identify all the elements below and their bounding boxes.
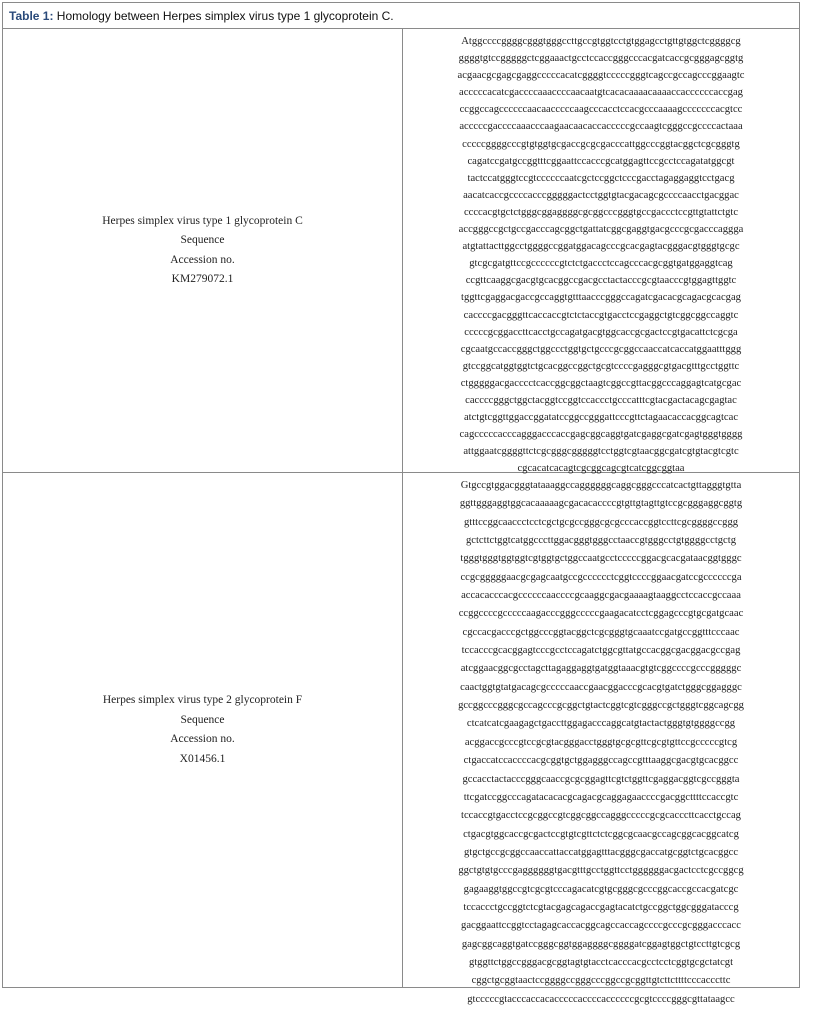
sequence-line: cagcccccacccagggacccaccgagcggcaggtgatcgaggcgatcgagtgggtgggg bbox=[459, 429, 743, 441]
accession-number: X01456.1 bbox=[179, 752, 226, 765]
organism-title: Herpes simplex virus type 1 glycoprotein C bbox=[102, 214, 303, 227]
sequence-cell bbox=[403, 29, 799, 475]
sequence-line: Atggccccggggcgggtgggccttgccgtggtcctgtggagcctgttgtggctcggggcg bbox=[461, 36, 741, 47]
sequence-line: ccgttcaaggcgacgtgcacggccgacgcctactacccgcgtaacccgtggagttggtc bbox=[465, 275, 737, 287]
sequence-line: gccacctactacccgggcaaccgcgcggagttcgtctggttcgaggacggtcgccgggta bbox=[462, 773, 740, 785]
sequence-label: Sequence bbox=[180, 713, 225, 726]
sequence-line: ctgaccatccaccccacgcggtgctggagggccagccgtttaaggcgacgtgcacggcc bbox=[463, 755, 739, 767]
sequence-line: acccccgaccccaaacccaagaacaacaccacccccgccaagtcgggccgccccactaaa bbox=[459, 121, 743, 133]
accession-label: Accession no. bbox=[170, 733, 235, 745]
sequence-line: cggctgcggtaactccggggccgggcccggccgcggttgtcttcttttcccacccttc bbox=[471, 975, 731, 987]
sequence-line: ccgcgggggaacgcgagcaatgccgcccccctcggtccccggaacgatccgccccccga bbox=[460, 571, 742, 583]
sequence-line: caccccgacgggttcaccaccgtctctaccgtgacctccgaggctgtcggcggccaggtc bbox=[463, 309, 739, 321]
sequence-line: gtccggcatggtggtctgcacggccggctgcgtccccgagggcgtgacgtttgcctggttc bbox=[462, 360, 740, 372]
sequence-line: atctgtcggttggaccggatatccggccgggattcccgttctagaacaccacggcagtcac bbox=[463, 412, 739, 424]
sequence-line: ggggtgtccgggggctcggaaactgcctccaccgggcccacgatcaccgcgggagcggtg bbox=[458, 53, 744, 65]
sequence-line: ttcgatccggcccagatacacacgcagacgcaggagaaccccgacggcttttccaccgtc bbox=[463, 791, 739, 803]
sequence-line: gacggaattccggtcctagagcaccacggcagccaccagccccgcccgcgggacccacc bbox=[461, 920, 741, 932]
sequence-line: ctgacgtggcaccgcgactccgtgtcgttctctcggcgcaacgccagcggcacggcatcg bbox=[463, 828, 739, 840]
table-row bbox=[3, 29, 799, 473]
sequence-line: cgccacgacccgctggcccggtacggctcgcgggtgcaaatccgatgccggtttcccaac bbox=[462, 626, 740, 638]
sequence-cell bbox=[403, 473, 799, 1005]
organism-cell bbox=[3, 473, 403, 987]
sequence-label: Sequence bbox=[180, 234, 225, 246]
sequence-line: caactggtgtatgacagcgcccccaaccgaacggacccgcacgtgatctgggcggagggc bbox=[460, 681, 742, 693]
sequence-line: acgaacgcgagcgaggcccccacatcggggtcccccgggtcagccgccagcccggaagtc bbox=[457, 70, 745, 82]
sequence-line: acccccacatcgaccccaaaccccaacaatgtcacacaaaacaaaaccaccccccaccgag bbox=[459, 87, 743, 99]
sequence-line: ccggccagccccccaacaacccccaagcccacctccacgcccaaaagcccccccacgtcc bbox=[459, 104, 743, 116]
sequence-line: cagatccgatgccggtttcggaattccacccgcatggagttccgcctccagatatggcgt bbox=[467, 155, 735, 167]
sequence-line: accgggccgctgccgacccagcggctgattatcggcgaggtgacgcccgcgacccaggga bbox=[458, 224, 744, 236]
sequence-line: Gtgccgtggacgggtataaaggccaggggggcaggcgggcccatcactgttagggtgtta bbox=[460, 480, 742, 491]
sequence-line: ccggccccgcccccaagacccgggcccccgaagacatcctcggagcccgtgcgatgcaac bbox=[458, 608, 744, 620]
table-row bbox=[3, 473, 799, 1005]
sequence-line: attggaatcggggttctcgcgggcgggggtcctggtcgtaacggcgatcgtgtacgtcgtc bbox=[463, 446, 739, 458]
sequence-line: gctcttctggtcatggcccttggacgggtgggcctaaccgtgggcctgtggggcctgctg bbox=[465, 535, 737, 547]
sequence-line: tccaccctgccggtctcgtacgagcagaccgagtacatctgccggctggcgggatacccg bbox=[463, 901, 739, 913]
accession-label: Accession no. bbox=[170, 253, 235, 266]
table-caption bbox=[3, 3, 799, 29]
sequence-line: caccccgggctggctacggtccggtccaccctgcccatttcgtacgactacagcgagtac bbox=[465, 394, 737, 406]
sequence-line: atgtattacttggcctggggccggatggacagcccgcacgagtacgggacgtgggtgcgc bbox=[462, 241, 740, 253]
sequence-line: gtcccccgtacccaccacacccccaccccaccccccgcgtccccgggcgttataagcc bbox=[467, 993, 735, 1005]
sequence-line: aacatcaccgccccacccgggggactcctggtgtacgacagcgccccaacctgacggac bbox=[463, 189, 739, 201]
sequence-line: gtgctgccgcggccaaccattaccatggagtttacgggcgaccatgcggtctgcacggcc bbox=[463, 846, 739, 858]
sequence-line: accacacccacgccccccaaccccgcaaggcgacgaaaagtaaggcctccaccgccaaa bbox=[461, 590, 741, 602]
sequence-line: ctcatcatcgaagagctgaccttggagacccaggcatgtactactgggtgtggggccgg bbox=[466, 718, 736, 730]
sequence-line: gtcgcgatgttccgccccccgtctctgaccctccagcccacgcggtgatggaggtcag bbox=[469, 258, 733, 270]
sequence-line: ggctgtgtgcccgaggggggtgacgtttgcctggttcctggggggacgactcctcgccggcg bbox=[458, 865, 744, 877]
sequence-line: cccccgcggaccttcacctgccagatgacgtggcaccgcgactccgtgacattctcgcga bbox=[464, 326, 738, 338]
table-caption-text: Homology between Herpes simplex virus type 1 glycoprotein C. bbox=[53, 9, 394, 23]
sequence-line: ggttgggaggtggcacaaaaagcgacacaccccgtgttgtagttgtccgcgggaggcggtg bbox=[459, 498, 743, 510]
sequence-line: ccccacgtgctctgggcggaggggcgcggcccgggtgccgaccctccgttgtattctgtc bbox=[463, 206, 739, 218]
organism-cell bbox=[3, 29, 403, 472]
homology-table bbox=[2, 2, 800, 1005]
accession-number: KM279072.1 bbox=[171, 273, 234, 285]
sequence-line: ctgggggacgacccctcaccggcggctaagtcggccgttacggcccaggagtcatgcgac bbox=[460, 377, 742, 389]
organism-title: Herpes simplex virus type 2 glycoprotein F bbox=[102, 694, 303, 706]
sequence-line: acggaccgcccgtccgcgtacgggacctgggtgcgcgttcgcgtgttccgcccccgtcg bbox=[464, 736, 738, 748]
sequence-line: tccacccgcacggagtcccgcctccagatctggcgttatgccacggcgacggacgccgag bbox=[461, 645, 741, 657]
sequence-line: gagaaggtggccgtcgcgtcccagacatcgtgcgggcgcccggcaccgccacgatcgc bbox=[463, 883, 739, 895]
sequence-line: tactccatgggtccgtccccccaatcgctccggctcccgacctagaggaggtcctgacg bbox=[467, 172, 735, 184]
sequence-line: gtttccggcaaccctcctcgctgcgccgggcgcgcccaccggtccttcgcggggccggg bbox=[463, 516, 739, 528]
table-caption-label: Table 1: bbox=[9, 9, 54, 23]
sequence-line: atcggaacggcgcctagcttagaggaggtgatggtaaacgtgtcggccccgcccgggggc bbox=[460, 663, 742, 675]
sequence-line: cgcacatcacagtcgcggcagcgtcatcggcggtaa bbox=[517, 463, 685, 475]
sequence-line: tgggtgggtggtggtcgtggtgctggccaatgcctcccccggacgcacgataacggtgggc bbox=[460, 553, 742, 565]
sequence-line: tccaccgtgacctccgcggccgtcggcggccagggcccccgcgcacccttcacctgccag bbox=[461, 810, 741, 822]
sequence-line: gccggcccgggcgccagcccgcggctgtactcggtcgtcgggccgctgggtcggcagcgg bbox=[458, 700, 744, 712]
sequence-line: tggttcgaggacgaccgccaggtgtttaacccgggccagatcgacacgcagacgcacgag bbox=[461, 292, 741, 304]
sequence-line: cgcaatgccaccgggctggccctggtgctgcccgcggccaaccatcaccatggaatttggg bbox=[460, 343, 742, 355]
sequence-line: gtggttctggccgggacgcggtagtgtacctcacccacgcctcctcggtgcgctatcgt bbox=[468, 956, 734, 968]
sequence-line: gagcggcaggtgatccgggcggtggaggggcggggatcggagtggctgtccttgtcgcg bbox=[461, 938, 741, 950]
sequence-line: cccccggggcccgtgtggtgcgaccgcgcgacccattggcccggtacggctcgcgggtg bbox=[462, 138, 740, 150]
